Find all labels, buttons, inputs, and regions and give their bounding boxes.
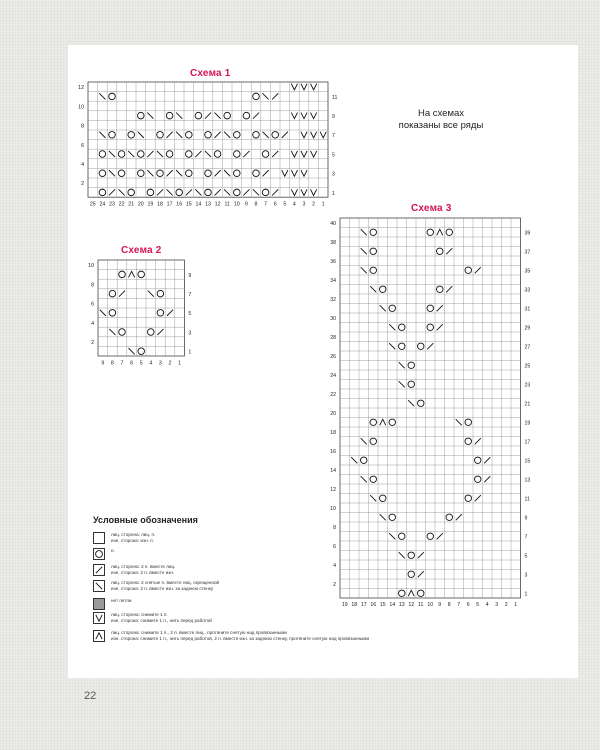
row-number-right: 9: [524, 515, 528, 522]
row-number-right: 17: [524, 439, 531, 446]
column-number: 17: [166, 201, 173, 208]
chart1-grid: [76, 80, 336, 210]
row-number-left: 18: [330, 430, 336, 437]
column-number: 4: [485, 602, 489, 609]
row-number-right: 1: [332, 190, 335, 197]
row-number-right: 27: [524, 344, 531, 351]
row-number-left: 2: [91, 340, 94, 346]
column-number: 13: [398, 602, 405, 609]
column-number: 6: [466, 602, 470, 609]
legend-item: [93, 548, 115, 560]
legend-item: [93, 564, 175, 576]
column-number: 19: [147, 201, 154, 208]
legend-text-line: лиц. сторона: снимите 1 п., 2 п. вместе лиц., протяните снятую над провязанными: [111, 630, 287, 635]
row-number-left: 34: [330, 278, 336, 285]
column-number: 5: [476, 602, 480, 609]
column-number: 1: [321, 201, 325, 208]
sk2p-symbol: [96, 633, 102, 639]
row-number-right: 31: [524, 306, 531, 313]
legend-item: [93, 532, 155, 544]
legend-text-line: лиц. сторона: 2 снятые п. вместе лиц. скрещенной: [111, 580, 220, 585]
legend-text-line: н.: [111, 548, 115, 553]
legend-text-line: изн. сторона: снимите 1 п., нить перед работой: [111, 618, 212, 623]
legend-item: [93, 612, 212, 624]
column-number: 24: [99, 201, 106, 208]
row-number-right: 19: [524, 420, 531, 427]
row-number-right: 7: [332, 133, 335, 140]
row-number-right: 15: [524, 458, 531, 465]
legend-text: [111, 580, 219, 592]
ssk-symbol: [96, 583, 102, 589]
legend-item: [93, 630, 369, 642]
legend-text-line: лиц. сторона: лиц. п.: [111, 532, 156, 537]
legend-text-line: изн. сторона: 2 п. вместе изн. за заднюю стенку: [111, 586, 214, 591]
row-number-right: 7: [524, 534, 528, 541]
legend-title: Условные обозначения: [93, 515, 198, 525]
column-number: 2: [504, 602, 508, 609]
chart3-grid: [324, 216, 536, 620]
column-number: 23: [109, 201, 115, 208]
slip-symbol: [96, 615, 102, 621]
column-number: 21: [128, 201, 135, 208]
column-number: 18: [157, 201, 163, 208]
column-number: 22: [118, 201, 125, 208]
legend-text-line: нет петли: [111, 598, 132, 603]
column-number: 7: [264, 201, 268, 208]
note-line-1: На схемах: [417, 108, 465, 119]
row-number-right: 9: [332, 114, 335, 120]
column-number: 12: [214, 201, 221, 208]
legend-symbol-k2tog: [93, 564, 105, 576]
row-number-left: 30: [330, 316, 336, 323]
row-number-left: 32: [330, 297, 336, 304]
no-stitch-symbol: [94, 599, 104, 609]
row-number-left: 28: [330, 335, 336, 342]
legend-symbol-sk2p: [93, 630, 105, 642]
column-number: 15: [379, 602, 386, 609]
column-number: 10: [233, 201, 240, 208]
page-number: 22: [84, 690, 97, 702]
legend-text: [111, 548, 115, 554]
row-number-right: 3: [188, 330, 192, 337]
row-number-right: 7: [188, 292, 192, 298]
legend-symbol-slip: [93, 612, 105, 624]
column-number: 13: [205, 201, 211, 208]
row-number-left: 10: [88, 263, 94, 270]
column-number: 7: [120, 360, 124, 367]
column-number: 4: [149, 360, 153, 367]
chart1-title: Схема 1: [190, 68, 231, 79]
column-number: 3: [495, 602, 499, 609]
row-number-left: 16: [330, 449, 336, 456]
row-number-right: 39: [524, 230, 531, 237]
chart-note: [386, 108, 496, 132]
chart2-title: Схема 2: [121, 245, 162, 256]
column-number: 2: [168, 360, 172, 367]
legend-text-line: изн. сторона: 2 п. вместе изн.: [111, 570, 175, 575]
legend-symbol-blank: [93, 532, 105, 544]
row-number-right: 1: [524, 591, 528, 598]
row-number-right: 29: [524, 325, 531, 332]
row-number-right: 1: [188, 349, 192, 356]
column-number: 16: [370, 602, 377, 609]
row-number-right: 3: [332, 171, 335, 178]
column-number: 1: [514, 602, 518, 609]
yarn-over-symbol: [96, 551, 103, 558]
row-number-left: 26: [330, 354, 336, 361]
legend-text: [111, 598, 131, 604]
row-number-left: 4: [81, 162, 84, 168]
row-number-left: 38: [330, 240, 336, 247]
row-number-left: 10: [78, 104, 84, 111]
column-number: 14: [389, 602, 396, 609]
column-number: 9: [244, 201, 248, 208]
chart2-grid: [84, 258, 194, 373]
column-number: 3: [158, 360, 162, 367]
column-number: 16: [176, 201, 183, 208]
row-number-left: 2: [81, 181, 84, 188]
column-number: 17: [360, 602, 367, 609]
row-number-right: 5: [332, 152, 335, 159]
legend-text: [111, 630, 369, 642]
legend-text-line: изн. сторона: снимите 1 п., нить перед работой, 2 п. вместе изн. за заднюю стенку, протяните снятую над провязанными: [111, 636, 370, 641]
column-number: 9: [438, 602, 442, 609]
row-number-right: 9: [188, 272, 192, 279]
column-number: 3: [302, 201, 306, 208]
column-number: 1: [178, 360, 182, 367]
column-number: 5: [283, 201, 287, 208]
legend-text: [111, 564, 175, 576]
column-number: 25: [89, 201, 96, 208]
legend-text: [111, 532, 155, 544]
column-number: 12: [408, 602, 415, 609]
row-number-right: 13: [524, 477, 531, 484]
legend-symbol-nostitch: [93, 598, 105, 610]
k2tog-symbol: [96, 567, 102, 573]
row-number-left: 10: [330, 506, 336, 513]
column-number: 10: [427, 602, 434, 609]
note-line-2: показаны все ряды: [398, 120, 484, 131]
row-number-left: 36: [330, 259, 336, 266]
legend-symbol-yo: [93, 548, 105, 560]
legend-item: [93, 598, 131, 610]
legend-item: [93, 580, 219, 592]
row-number-left: 6: [81, 142, 84, 149]
legend-symbol-ssk: [93, 580, 105, 592]
row-number-left: 20: [330, 411, 336, 418]
legend-text-line: лиц. сторона: снимите 1 п.: [111, 612, 168, 617]
row-number-right: 21: [524, 401, 531, 408]
column-number: 4: [292, 201, 296, 208]
legend-text-line: изн. сторона: изн. п.: [111, 538, 154, 543]
row-number-left: 2: [333, 582, 336, 589]
column-number: 11: [418, 602, 424, 609]
column-number: 14: [195, 201, 202, 208]
column-number: 2: [312, 201, 316, 208]
row-number-left: 4: [333, 563, 336, 570]
column-number: 5: [139, 360, 143, 367]
row-number-left: 6: [91, 301, 94, 308]
row-number-right: 25: [524, 363, 531, 370]
column-number: 11: [224, 201, 230, 208]
row-number-right: 37: [524, 249, 531, 256]
row-number-left: 4: [91, 320, 94, 327]
row-number-left: 40: [330, 221, 336, 228]
column-number: 6: [130, 360, 134, 367]
column-number: 9: [101, 360, 105, 367]
row-number-right: 35: [524, 268, 531, 275]
legend-text-line: лиц. сторона: 2 п. вместе лиц.: [111, 564, 176, 569]
row-number-left: 12: [330, 487, 336, 494]
row-number-right: 23: [524, 382, 531, 389]
column-number: 8: [447, 602, 451, 609]
row-number-right: 11: [524, 496, 530, 503]
column-number: 8: [254, 201, 258, 208]
row-number-left: 14: [330, 468, 336, 475]
row-number-left: 6: [333, 544, 336, 551]
row-number-left: 22: [330, 392, 336, 399]
column-number: 7: [457, 602, 461, 609]
row-number-right: 33: [524, 287, 531, 294]
chart3-title: Схема 3: [411, 203, 452, 214]
row-number-right: 11: [332, 94, 338, 101]
column-number: 18: [351, 602, 358, 609]
row-number-right: 5: [188, 311, 192, 318]
column-number: 8: [110, 360, 114, 367]
row-number-left: 8: [91, 282, 94, 289]
legend-text: [111, 612, 212, 624]
column-number: 20: [137, 201, 144, 208]
column-number: 19: [341, 602, 348, 609]
row-number-right: 3: [524, 572, 528, 579]
row-number-right: 5: [524, 553, 528, 560]
row-number-left: 24: [330, 373, 336, 380]
row-number-left: 12: [78, 85, 84, 92]
column-number: 15: [185, 201, 192, 208]
row-number-left: 8: [333, 525, 336, 532]
column-number: 6: [273, 201, 277, 208]
row-number-left: 8: [81, 123, 84, 130]
